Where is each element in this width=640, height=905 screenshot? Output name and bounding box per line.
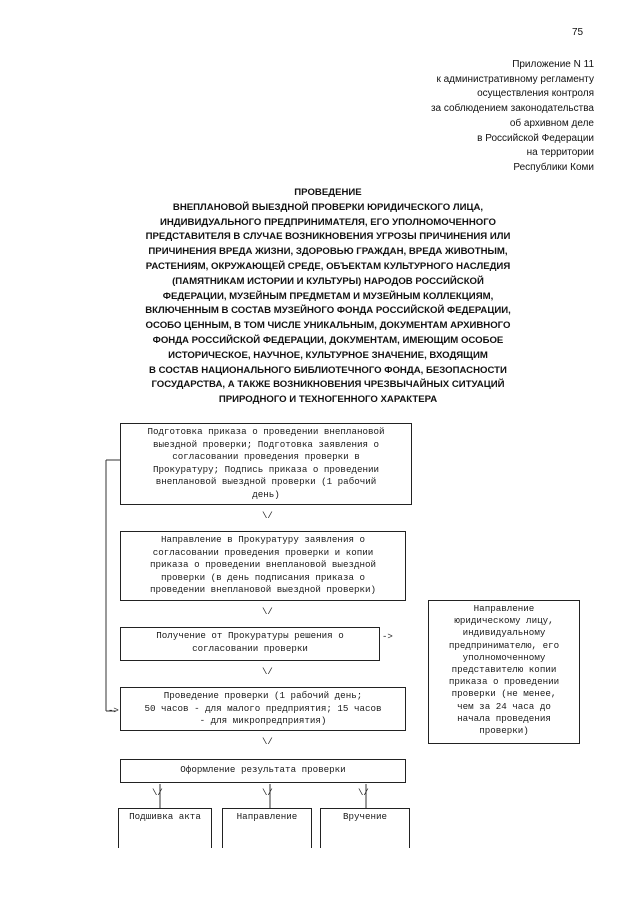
side-text-line: начала проведения bbox=[457, 712, 551, 724]
title-line: ПРОВЕДЕНИЕ bbox=[294, 187, 362, 198]
side-text-line: уполномоченному bbox=[462, 651, 546, 663]
leaf-file-act bbox=[118, 808, 212, 848]
step-text-line: Направление в Прокуратуру заявления о bbox=[161, 534, 365, 545]
side-text-line: проверки) bbox=[479, 725, 529, 737]
appendix-line: осуществления контроля bbox=[477, 88, 594, 100]
title-line: ПРИРОДНОГО И ТЕХНОГЕННОГО ХАРАКТЕРА bbox=[218, 394, 438, 406]
side-text-line: юридическому лицу, bbox=[454, 615, 554, 627]
appendix-line: об архивном деле bbox=[509, 117, 594, 129]
step-text-line: внеплановой выездной проверки (1 рабочий bbox=[155, 476, 377, 488]
appendix-line: к административному регламенту bbox=[436, 73, 594, 85]
down-arrow: \/ bbox=[358, 788, 369, 798]
step-record-result bbox=[120, 759, 406, 783]
loop-arrow-head: -> bbox=[108, 706, 119, 716]
appendix-line: на территории bbox=[526, 147, 594, 159]
step-text-line: согласовании проверки bbox=[192, 642, 308, 654]
appendix-line: Приложение N 11 bbox=[512, 59, 594, 70]
step-text-line: проверки (в день подписания приказа о bbox=[161, 571, 365, 583]
down-arrow: \/ bbox=[152, 788, 163, 798]
step-prepare-order bbox=[120, 423, 412, 505]
side-text-line: чем за 24 часа до bbox=[457, 700, 551, 712]
side-notify-entity bbox=[428, 600, 580, 744]
down-arrow: \/ bbox=[262, 737, 273, 747]
step-text-line: Оформление результата проверки bbox=[180, 764, 346, 775]
step-text-line: Получение от Прокуратуры решения о bbox=[156, 630, 344, 641]
step-text-line: согласовании проведения проверки в bbox=[172, 451, 360, 463]
page-number: 75 bbox=[572, 27, 584, 38]
title-line: ФЕДЕРАЦИИ, МУЗЕЙНЫМ ПРЕДМЕТАМ И МУЗЕЙНЫМ КОЛЛЕКЦИЯМ, bbox=[162, 290, 494, 302]
title-line: ОСОБО ЦЕННЫМ, В ТОМ ЧИСЛЕ УНИКАЛЬНЫМ, ДОКУМЕНТАМ АРХИВНОГО bbox=[145, 320, 511, 332]
side-text-line: проверки (не менее, bbox=[451, 688, 557, 700]
step-text-line: 50 часов - для малого предприятия; 15 часов bbox=[144, 702, 382, 714]
step-text-line: согласовании проведения проверки и копии bbox=[152, 546, 374, 558]
step-text-line: Подготовка приказа о проведении внеплановой bbox=[147, 426, 385, 437]
title-line: ВКЛЮЧЕННЫМ В СОСТАВ МУЗЕЙНОГО ФОНДА РОССИЙСКОЙ ФЕДЕРАЦИИ, bbox=[145, 305, 511, 317]
title-line: ПРИЧИНЕНИЯ ВРЕДА ЖИЗНИ, ЗДОРОВЬЮ ГРАЖДАН, ВРЕДА ЖИВОТНЫМ, bbox=[148, 246, 508, 258]
down-arrow: \/ bbox=[262, 788, 273, 798]
title-line: ВНЕПЛАНОВОЙ ВЫЕЗДНОЙ ПРОВЕРКИ ЮРИДИЧЕСКОГО ЛИЦА, bbox=[172, 201, 484, 213]
leaf-text: Вручение bbox=[342, 811, 388, 822]
title-line: ИСТОРИЧЕСКОЕ, НАУЧНОЕ, КУЛЬТУРНОЕ ЗНАЧЕНИЕ, ВХОДЯЩИМ bbox=[168, 349, 488, 361]
side-text-line: предпринимателю, его bbox=[448, 639, 560, 651]
appendix-line: за соблюдением законодательства bbox=[430, 103, 594, 115]
step-send-to-prosecutor bbox=[120, 531, 406, 601]
down-arrow: \/ bbox=[262, 511, 273, 521]
leaf-send bbox=[222, 808, 312, 848]
title-line: РАСТЕНИЯМ, ОКРУЖАЮЩЕЙ СРЕДЕ, ОБЪЕКТАМ КУЛЬТУРНОГО НАСЛЕДИЯ bbox=[145, 260, 511, 272]
title-line: В СОСТАВ НАЦИОНАЛЬНОГО БИБЛИОТЕЧНОГО ФОНДА, БЕЗОПАСНОСТИ bbox=[149, 364, 507, 376]
right-arrow: -> bbox=[382, 632, 393, 642]
side-text-line: индивидуальному bbox=[462, 627, 546, 639]
title-line: ФОНДА РОССИЙСКОЙ ФЕДЕРАЦИИ, ДОКУМЕНТАМ, ИМЕЮЩИМ ОСОБОЕ bbox=[152, 334, 504, 346]
leaf-text: Направление bbox=[236, 811, 298, 822]
step-receive-decision bbox=[120, 627, 380, 661]
title-line: ГОСУДАРСТВА, А ТАКЖЕ ВОЗНИКНОВЕНИЯ ЧРЕЗВЫЧАЙНЫХ СИТУАЦИЙ bbox=[151, 379, 505, 391]
step-text-line: приказа о проведении внеплановой выездной bbox=[149, 559, 377, 571]
title-line: ПРЕДСТАВИТЕЛЯ В СЛУЧАЕ ВОЗНИКНОВЕНИЯ УГРОЗЫ ПРИЧИНЕНИЯ ИЛИ bbox=[145, 231, 511, 243]
step-text-line: проведении внеплановой выездной проверки) bbox=[149, 584, 377, 596]
title-line: (ПАМЯТНИКАМ ИСТОРИИ И КУЛЬТУРЫ) НАРОДОВ РОССИЙСКОЙ bbox=[172, 275, 484, 287]
step-conduct-inspection bbox=[120, 687, 406, 731]
step-text-line: - для микропредприятия) bbox=[199, 715, 327, 727]
title-line: ИНДИВИДУАЛЬНОГО ПРЕДПРИНИМАТЕЛЯ, ЕГО УПОЛНОМОЧЕННОГО bbox=[159, 216, 496, 228]
step-text-line: выездной проверки; Подготовка заявления о bbox=[152, 438, 380, 450]
leaf-text: Подшивка акта bbox=[129, 811, 201, 822]
appendix-line: Республики Коми bbox=[513, 161, 594, 173]
down-arrow: \/ bbox=[262, 607, 273, 617]
side-text-line: представителю копии bbox=[451, 664, 557, 676]
appendix-line: в Российской Федерации bbox=[477, 132, 594, 144]
down-arrow: \/ bbox=[262, 667, 273, 677]
side-text-line: Направление bbox=[473, 603, 535, 614]
step-text-line: день) bbox=[252, 488, 280, 500]
leaf-hand-over bbox=[320, 808, 410, 848]
side-text-line: приказа о проведении bbox=[448, 676, 560, 688]
step-text-line: Проведение проверки (1 рабочий день; bbox=[163, 690, 363, 701]
step-text-line: Прокуратуру; Подпись приказа о проведении bbox=[152, 463, 380, 475]
